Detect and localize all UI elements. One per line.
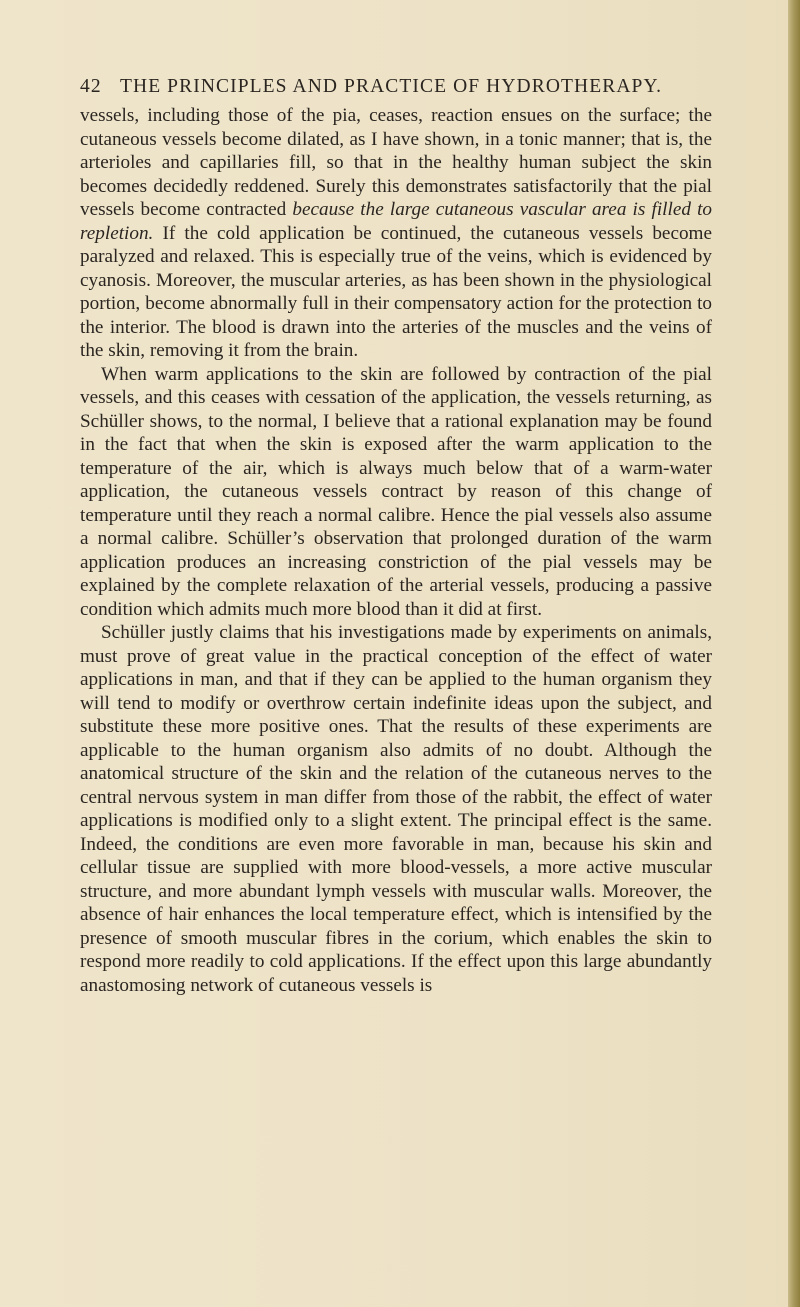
paragraph-2: When warm applications to the skin are followed by contraction of the pial vessels, and this ceases with cessation of the application, the vessels returning, as Schüller shows, to the normal, I believe that a rational explanation may be found in the fact that when the skin is exposed after the warm application to the temperature of the air, which is always much below that of a warm-water application, the cutaneous vessels contract by reason of this change of temperature until they reach a normal calibre. Hence the pial vessels also assume a normal calibre. Schüller’s observation that prolonged duration of the warm application produces an increasing constriction of the pial vessels may be explained by the complete relaxation of the arterial vessels, producing a passive condition which admits much more blood than it did at first. [80,363,712,620]
paragraph-1-text-end: If the cold application be continued, the cutaneous vessels become paralyzed and relaxed. This is especially true of the veins, which is evidenced by cyanosis. Moreover, the muscular arteries, as has been shown in the physiological portion, become abnormally full in their compensatory action for the protection to the interior. The blood is drawn into the arteries of the muscles and the veins of the skin, removing it from the brain. [80,222,712,361]
paragraph-1-italic-phrase: because the large cutaneous vascular area is filled to repletion. [80,199,712,244]
page-edge [788,0,800,1307]
paragraph-1 [80,104,712,363]
paragraph-1-text-start: vessels, including those of the pia, ceases, reaction ensues on the surface; the cutaneous vessels become dilated, as I have shown, in a tonic manner; that is, the arterioles and capillaries fill, so that in the healthy human subject the skin becomes decidedly reddened. Surely this demonstrates satisfactorily that the pial vessels become contracted [80,105,712,220]
running-head [80,76,700,98]
page-number: 42 [80,76,102,97]
paragraph-3: Schüller justly claims that his investigations made by experiments on animals, must prove of great value in the practical conception of the effect of water applications in man, and that if they can be applied to the human organism they will tend to modify or overthrow certain indefinite ideas upon the subject, and substitute these more positive ones. That the results of these experiments are applicable to the human organism also admits of no doubt. Although the anatomical structure of the skin and the relation of the cutaneous nerves to the central nervous system in man differ from those of the rabbit, the effect of water applications is modified only to a slight extent. The principal effect is the same. Indeed, the conditions are even more favorable in man, because his skin and cellular tissue are supplied with more blood-vessels, a more active muscular structure, and more abundant lymph vessels with muscular walls. Moreover, the absence of hair enhances the local temperature effect, which is intensified by the presence of smooth muscular fibres in the corium, which enables the skin to respond more readily to cold applications. If the effect upon this large abundantly anastomosing network of cutaneous vessels is [80,622,712,996]
body-text [80,104,712,997]
running-title: THE PRINCIPLES AND PRACTICE OF HYDROTHERAPY. [120,76,663,97]
